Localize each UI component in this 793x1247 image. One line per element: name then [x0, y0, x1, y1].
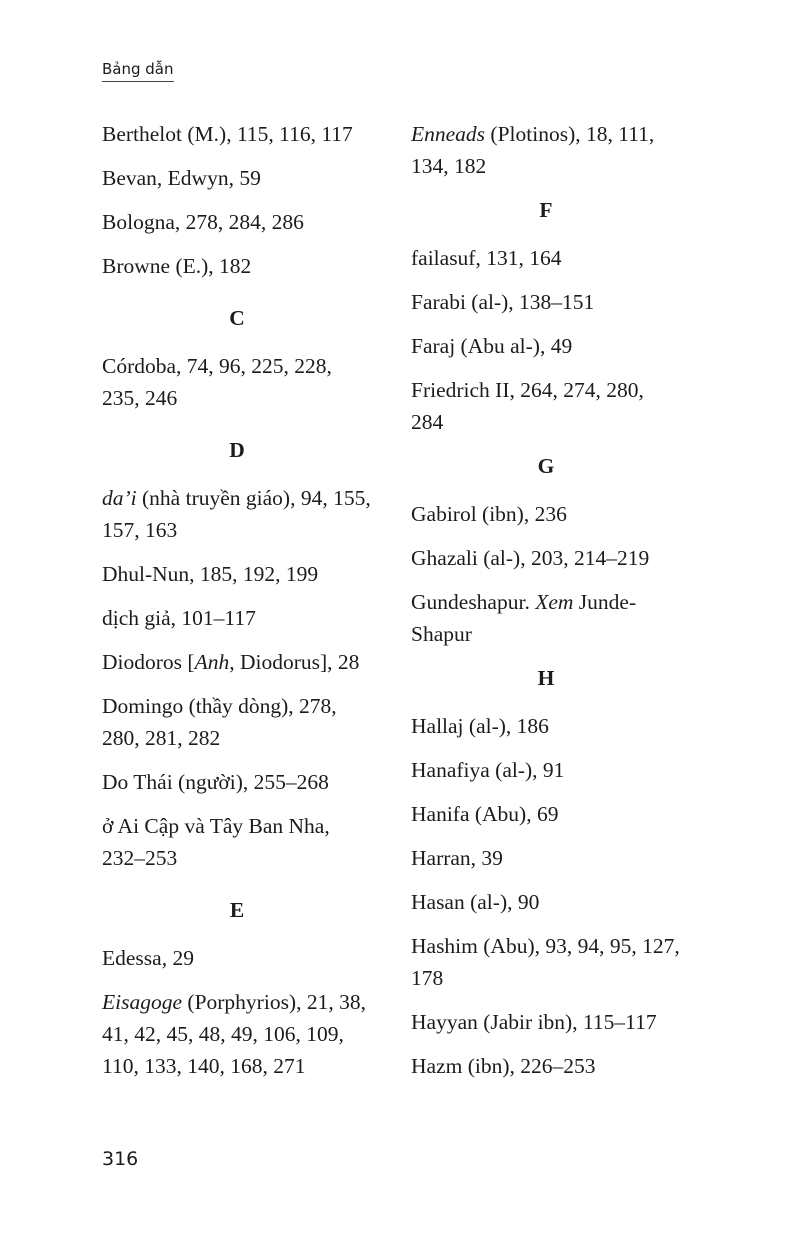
index-entry	[411, 118, 681, 182]
entry-text: (Porphyrios), 21, 38, 41, 42, 45, 48, 49, 106, 109, 110, 133, 140, 168, 271	[102, 990, 366, 1078]
entry-text: Junde-Shapur	[411, 590, 637, 646]
entry-italic: Xem	[535, 590, 574, 614]
index-entry: Bevan, Edwyn, 59	[102, 166, 261, 190]
entry-italic: da’i	[102, 486, 137, 510]
index-column-right	[411, 118, 681, 1094]
index-entry: Hanafiya (al-), 91	[411, 758, 565, 782]
index-column-left	[102, 118, 372, 1094]
index-entry: Farabi (al-), 138–151	[411, 290, 595, 314]
entry-text: , Diodorus], 28	[229, 650, 360, 674]
entry-italic: Anh	[194, 650, 230, 674]
index-entry	[102, 986, 372, 1082]
section-letter-d: D	[229, 438, 245, 462]
index-entry: Dhul-Nun, 185, 192, 199	[102, 562, 319, 586]
index-entry: Harran, 39	[411, 846, 503, 870]
entry-text: (nhà truyền giáo), 94, 155, 157, 163	[102, 486, 371, 542]
index-entry: failasuf, 131, 164	[411, 246, 562, 270]
index-entry: Berthelot (M.), 115, 116, 117	[102, 122, 353, 146]
index-entry: Bologna, 278, 284, 286	[102, 210, 304, 234]
section-letter-c: C	[229, 306, 245, 330]
entry-text: (Plotinos), 18, 111, 134, 182	[411, 122, 655, 178]
section-letter-g: G	[537, 454, 555, 478]
index-entry: Hashim (Abu), 93, 94, 95, 127, 178	[411, 934, 680, 990]
index-entry: Córdoba, 74, 96, 225, 228, 235, 246	[102, 354, 332, 410]
index-entry: Browne (E.), 182	[102, 254, 252, 278]
index-entry: Hayyan (Jabir ibn), 115–117	[411, 1010, 657, 1034]
index-entry	[102, 482, 372, 546]
entry-italic: Eisagoge	[102, 990, 183, 1014]
index-entry: Hanifa (Abu), 69	[411, 802, 559, 826]
entry-text: Gundeshapur.	[411, 590, 536, 614]
section-letter-h: H	[537, 666, 555, 690]
index-entry	[102, 646, 372, 678]
index-entry: Hasan (al-), 90	[411, 890, 540, 914]
index-entry: Ghazali (al-), 203, 214–219	[411, 546, 650, 570]
index-entry: dịch giả, 101–117	[102, 606, 256, 630]
index-entry: Gabirol (ibn), 236	[411, 502, 567, 526]
index-entry: Do Thái (người), 255–268	[102, 770, 329, 794]
index-entry: Domingo (thầy dòng), 278, 280, 281, 282	[102, 694, 337, 750]
index-entry: Friedrich II, 264, 274, 280, 284	[411, 378, 644, 434]
page-number: 316	[102, 1148, 139, 1170]
entry-italic: Enneads	[411, 122, 486, 146]
section-letter-f: F	[539, 198, 553, 222]
index-entry	[411, 586, 681, 650]
index-entry: Edessa, 29	[102, 946, 194, 970]
index-entry: ở Ai Cập và Tây Ban Nha, 232–253	[102, 814, 330, 870]
section-letter-e: E	[229, 898, 245, 922]
entry-text: Diodoros [	[102, 650, 195, 674]
index-entry: Hazm (ibn), 226–253	[411, 1054, 596, 1078]
running-header: Bảng dẫn	[102, 60, 174, 82]
index-entry: Faraj (Abu al-), 49	[411, 334, 573, 358]
index-entry: Hallaj (al-), 186	[411, 714, 549, 738]
